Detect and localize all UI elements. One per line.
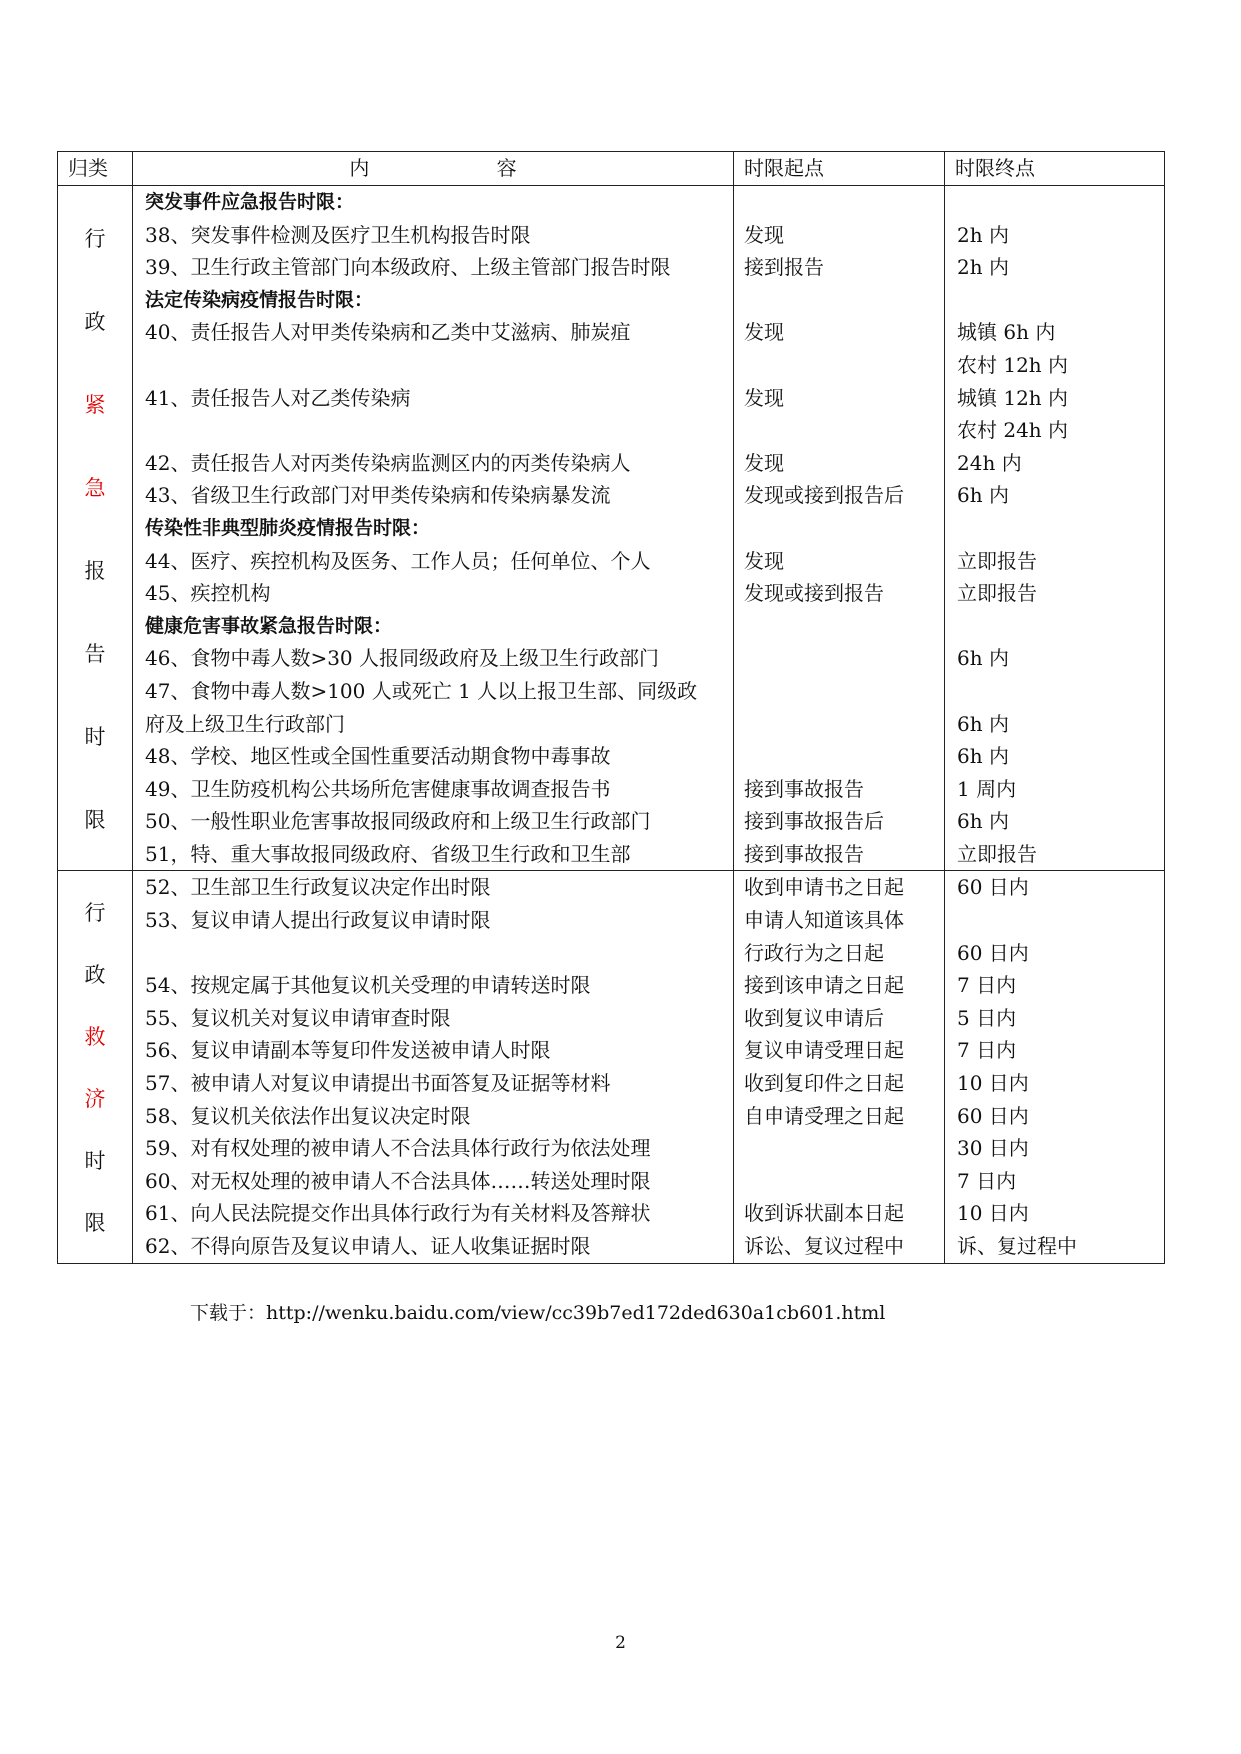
row-end: 城镇 12h 内 — [957, 385, 1069, 410]
table-row — [133, 871, 1164, 904]
header-content: 内 容 — [133, 152, 734, 185]
row-content: 传染性非典型肺炎疫情报告时限： — [133, 512, 734, 545]
row-content: 44、医疗、疾控机构及医务、工作人员；任何单位、个人 — [133, 545, 734, 578]
table-row — [133, 1067, 1164, 1100]
page-number: 2 — [615, 1633, 626, 1653]
row-end: 立即报告 — [957, 548, 1037, 573]
row-content — [133, 937, 734, 970]
row-start: 接到事故报告后 — [734, 805, 945, 838]
table-row — [133, 1132, 1164, 1165]
row-content: 48、学校、地区性或全国性重要活动期食物中毒事故 — [133, 740, 734, 773]
row-end: 6h 内 — [957, 646, 1009, 671]
row-start: 接到该申请之日起 — [734, 969, 945, 1002]
row-start: 接到事故报告 — [734, 838, 945, 871]
row-end — [945, 512, 1164, 545]
category-char: 紧 — [84, 392, 106, 417]
table-row — [133, 316, 1164, 349]
table-row — [133, 937, 1164, 970]
row-start — [734, 740, 945, 773]
category-char: 限 — [84, 1210, 106, 1235]
row-content: 38、突发事件检测及医疗卫生机构报告时限 — [133, 219, 734, 252]
row-content: 60、对无权处理的被申请人不合法具体……转送处理时限 — [133, 1165, 734, 1198]
row-content: 50、一般性职业危害事故报同级政府和上级卫生行政部门 — [133, 805, 734, 838]
table-header — [58, 152, 1164, 186]
table-row — [133, 186, 1164, 219]
row-end — [945, 284, 1164, 317]
row-start: 行政行为之日起 — [734, 937, 945, 970]
row-start — [734, 414, 945, 447]
row-end: 立即报告 — [957, 841, 1037, 866]
row-content: 健康危害事故紧急报告时限： — [133, 610, 734, 643]
row-end: 24h 内 — [957, 450, 1022, 475]
row-start: 诉讼、复议过程中 — [734, 1230, 945, 1263]
table-row — [133, 675, 1164, 708]
row-content: 62、不得向原告及复议申请人、证人收集证据时限 — [133, 1230, 734, 1263]
table-row — [133, 349, 1164, 382]
row-end: 6h 内 — [957, 711, 1009, 736]
row-content: 府及上级卫生行政部门 — [133, 708, 734, 741]
row-start — [734, 186, 945, 219]
table-row — [133, 577, 1164, 610]
row-content: 41、责任报告人对乙类传染病 — [133, 382, 734, 415]
row-start: 发现 — [734, 219, 945, 252]
row-content: 54、按规定属于其他复议机关受理的申请转送时限 — [133, 969, 734, 1002]
row-start: 接到报告 — [734, 251, 945, 284]
table-row — [133, 512, 1164, 545]
row-content: 46、食物中毒人数>30 人报同级政府及上级卫生行政部门 — [133, 642, 734, 675]
header-start: 时限起点 — [734, 152, 945, 185]
row-start — [734, 642, 945, 675]
row-end: 2h 内 — [957, 222, 1009, 247]
row-start — [734, 349, 945, 382]
row-end — [945, 904, 1164, 937]
table-row — [133, 904, 1164, 937]
row-content — [133, 349, 734, 382]
row-end: 7 日内 — [957, 973, 1017, 998]
table-row — [133, 251, 1164, 284]
table-row — [133, 1165, 1164, 1198]
category-char: 报 — [84, 558, 106, 583]
table-row — [133, 773, 1164, 806]
row-content: 53、复议申请人提出行政复议申请时限 — [133, 904, 734, 937]
table-row — [133, 545, 1164, 578]
row-end: 诉、复过程中 — [957, 1234, 1077, 1258]
row-end: 农村 24h 内 — [957, 418, 1069, 443]
row-start: 接到事故报告 — [734, 773, 945, 806]
table-row — [133, 610, 1164, 643]
header-end: 时限终点 — [955, 156, 1035, 180]
row-end: 60 日内 — [957, 875, 1029, 900]
row-start: 收到复印件之日起 — [734, 1067, 945, 1100]
table-row — [133, 219, 1164, 252]
row-end: 7 日内 — [957, 1168, 1017, 1193]
table-row — [133, 642, 1164, 675]
row-end: 立即报告 — [957, 581, 1037, 606]
row-end: 6h 内 — [957, 744, 1009, 769]
category-char: 限 — [84, 807, 106, 832]
row-start: 发现 — [734, 545, 945, 578]
row-start — [734, 1132, 945, 1165]
row-content: 51，特、重大事故报同级政府、省级卫生行政和卫生部 — [133, 838, 734, 871]
row-start — [734, 675, 945, 708]
row-start — [734, 610, 945, 643]
table-row — [133, 1230, 1164, 1263]
table-row — [133, 1002, 1164, 1035]
row-content: 56、复议申请副本等复印件发送被申请人时限 — [133, 1034, 734, 1067]
row-start — [734, 512, 945, 545]
row-content: 40、责任报告人对甲类传染病和乙类中艾滋病、肺炭疽 — [133, 316, 734, 349]
table-row — [133, 1100, 1164, 1133]
category-char: 时 — [84, 1148, 106, 1173]
row-end: 城镇 6h 内 — [957, 320, 1056, 345]
table-row — [133, 479, 1164, 512]
row-content — [133, 414, 734, 447]
row-end: 6h 内 — [957, 483, 1009, 508]
source-link-text: 下载于：http://wenku.baidu.com/view/cc39b7ed172ded630a1cb601.html — [190, 1302, 886, 1324]
row-content: 47、食物中毒人数>100 人或死亡 1 人以上报卫生部、同级政 — [133, 675, 734, 708]
row-content: 突发事件应急报告时限： — [133, 186, 734, 219]
row-start: 发现 — [734, 316, 945, 349]
table-row — [133, 805, 1164, 838]
row-end: 6h 内 — [957, 809, 1009, 834]
row-start: 申请人知道该具体 — [734, 904, 945, 937]
row-content: 39、卫生行政主管部门向本级政府、上级主管部门报告时限 — [133, 251, 734, 284]
row-content: 45、疾控机构 — [133, 577, 734, 610]
row-end — [945, 675, 1164, 708]
table-row — [133, 740, 1164, 773]
row-end: 60 日内 — [957, 1103, 1029, 1128]
category-char: 行 — [84, 901, 106, 926]
category-label — [58, 871, 133, 1262]
table-row — [133, 414, 1164, 447]
row-start: 收到复议申请后 — [734, 1002, 945, 1035]
table-body — [58, 186, 1164, 1263]
category-char: 告 — [84, 641, 106, 666]
category-char: 政 — [84, 963, 106, 988]
row-end: 30 日内 — [957, 1136, 1029, 1161]
row-content: 59、对有权处理的被申请人不合法具体行政行为依法处理 — [133, 1132, 734, 1165]
row-start — [734, 284, 945, 317]
row-end — [945, 610, 1164, 643]
row-end: 60 日内 — [957, 940, 1029, 965]
row-content: 61、向人民法院提交作出具体行政行为有关材料及答辩状 — [133, 1197, 734, 1230]
table-section — [58, 186, 1164, 871]
row-content: 58、复议机关依法作出复议决定时限 — [133, 1100, 734, 1133]
category-label — [58, 186, 133, 870]
row-start: 复议申请受理日起 — [734, 1034, 945, 1067]
section-rows — [133, 871, 1164, 1262]
row-end: 2h 内 — [957, 255, 1009, 280]
section-rows — [133, 186, 1164, 870]
row-content: 52、卫生部卫生行政复议决定作出时限 — [133, 871, 734, 904]
row-start — [734, 708, 945, 741]
row-end: 10 日内 — [957, 1201, 1029, 1226]
row-content: 55、复议机关对复议申请审查时限 — [133, 1002, 734, 1035]
row-end: 5 日内 — [957, 1005, 1017, 1030]
row-start — [734, 1165, 945, 1198]
row-start: 发现 — [734, 382, 945, 415]
row-start: 发现或接到报告 — [734, 577, 945, 610]
table-row — [133, 1197, 1164, 1230]
category-char: 急 — [84, 475, 106, 500]
row-start: 自申请受理之日起 — [734, 1100, 945, 1133]
row-start: 发现 — [734, 447, 945, 480]
table-row — [133, 969, 1164, 1002]
row-content: 43、省级卫生行政部门对甲类传染病和传染病暴发流 — [133, 479, 734, 512]
row-end — [945, 186, 1164, 219]
row-start: 收到诉状副本日起 — [734, 1197, 945, 1230]
table-row — [133, 284, 1164, 317]
row-start: 发现或接到报告后 — [734, 479, 945, 512]
category-char: 行 — [84, 226, 106, 251]
row-end: 1 周内 — [957, 776, 1017, 801]
table-row — [133, 1034, 1164, 1067]
row-content: 法定传染病疫情报告时限： — [133, 284, 734, 317]
time-limit-table — [57, 151, 1165, 1264]
category-char: 济 — [84, 1086, 106, 1111]
row-start: 收到申请书之日起 — [734, 871, 945, 904]
table-section — [58, 871, 1164, 1262]
category-char: 救 — [84, 1025, 106, 1050]
row-content: 42、责任报告人对丙类传染病监测区内的丙类传染病人 — [133, 447, 734, 480]
category-char: 政 — [84, 309, 106, 334]
row-end: 10 日内 — [957, 1071, 1029, 1096]
row-content: 49、卫生防疫机构公共场所危害健康事故调查报告书 — [133, 773, 734, 806]
table-row — [133, 447, 1164, 480]
table-row — [133, 382, 1164, 415]
header-category: 归类 — [58, 152, 133, 185]
row-end: 7 日内 — [957, 1038, 1017, 1063]
category-char: 时 — [84, 724, 106, 749]
row-end: 农村 12h 内 — [957, 352, 1069, 377]
table-row — [133, 708, 1164, 741]
row-content: 57、被申请人对复议申请提出书面答复及证据等材料 — [133, 1067, 734, 1100]
table-row — [133, 838, 1164, 871]
